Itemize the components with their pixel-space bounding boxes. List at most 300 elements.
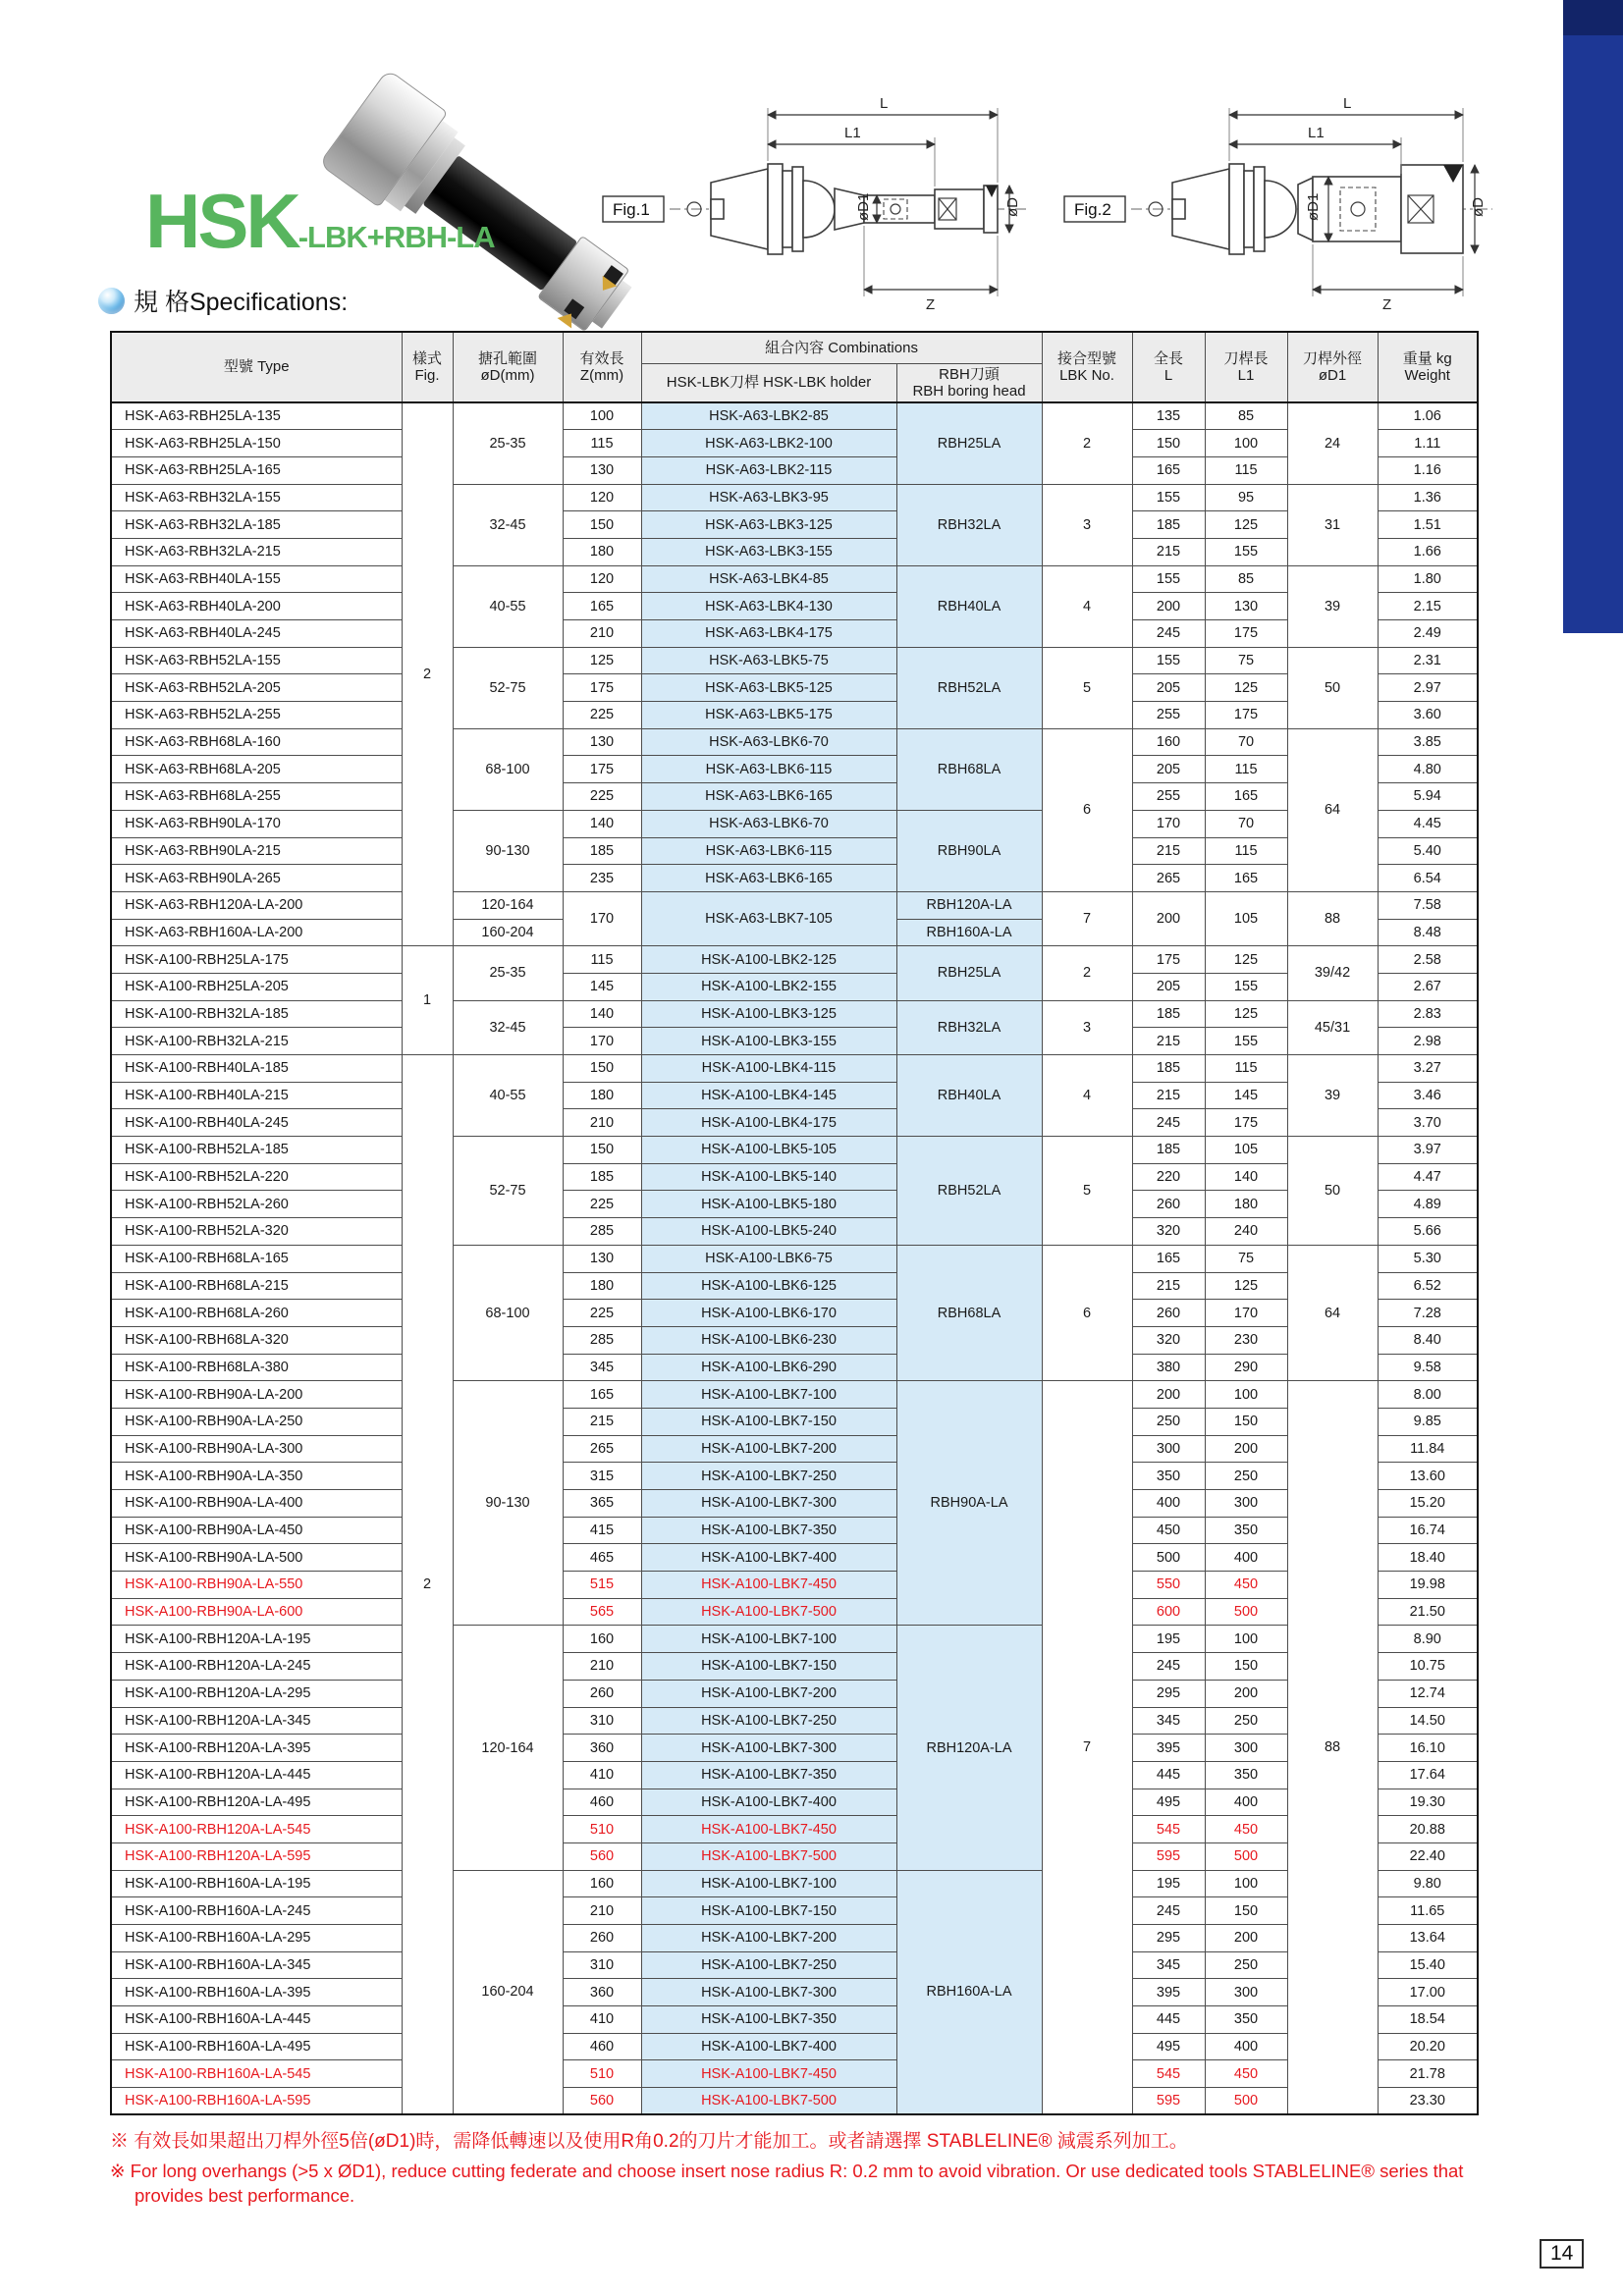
cell-head: RBH90LA [896, 810, 1042, 891]
cell-type: HSK-A100-RBH52LA-320 [111, 1218, 402, 1246]
cell-z: 460 [563, 2033, 641, 2060]
cell-z: 175 [563, 756, 641, 783]
cell-dia: 90-130 [453, 810, 563, 891]
cell-L1: 130 [1205, 593, 1287, 620]
cell-z: 150 [563, 1137, 641, 1164]
cell-type: HSK-A63-RBH25LA-165 [111, 456, 402, 484]
cell-type: HSK-A100-RBH120A-LA-495 [111, 1789, 402, 1816]
cell-L1: 200 [1205, 1435, 1287, 1463]
cell-head: RBH52LA [896, 647, 1042, 728]
cell-type: HSK-A100-RBH120A-LA-195 [111, 1626, 402, 1653]
spec-table-body [111, 402, 1478, 2114]
cell-L: 175 [1132, 946, 1205, 974]
cell-type: HSK-A100-RBH90A-LA-600 [111, 1598, 402, 1626]
col-header-dia [453, 332, 563, 402]
table-row [111, 1951, 1478, 1979]
specifications-label: 規 格Specifications: [134, 289, 349, 316]
cell-L1: 125 [1205, 1000, 1287, 1028]
cell-L: 300 [1132, 1435, 1205, 1463]
col-header-weight-zh: 重量 kg [1402, 349, 1452, 367]
cell-z: 170 [563, 891, 641, 945]
cell-head: RBH160A-LA [896, 1870, 1042, 2114]
cell-z: 160 [563, 1626, 641, 1653]
cell-head: RBH25LA [896, 402, 1042, 484]
cell-L: 195 [1132, 1626, 1205, 1653]
cell-z: 360 [563, 1979, 641, 2006]
cell-z: 310 [563, 1707, 641, 1735]
col-header-lbk [1042, 332, 1132, 402]
cell-type: HSK-A63-RBH90LA-215 [111, 837, 402, 865]
cell-dia: 25-35 [453, 946, 563, 1000]
cell-wt: 12.74 [1378, 1680, 1478, 1707]
cell-L: 295 [1132, 1680, 1205, 1707]
cell-z: 225 [563, 1300, 641, 1327]
cell-L1: 400 [1205, 1789, 1287, 1816]
cell-L1: 140 [1205, 1163, 1287, 1191]
col-header-type: 型號 Type [111, 332, 402, 402]
cell-wt: 7.28 [1378, 1300, 1478, 1327]
table-row [111, 1245, 1478, 1272]
table-row [111, 2060, 1478, 2088]
cell-L1: 155 [1205, 1028, 1287, 1055]
cell-type: HSK-A100-RBH90A-LA-450 [111, 1517, 402, 1544]
cell-type: HSK-A100-RBH120A-LA-395 [111, 1735, 402, 1762]
col-header-L-en: L [1163, 367, 1173, 384]
cell-L1: 200 [1205, 1925, 1287, 1952]
table-row [111, 702, 1478, 729]
cell-dia: 90-130 [453, 1381, 563, 1626]
table-row [111, 1408, 1478, 1435]
cell-holder: HSK-A100-LBK2-125 [641, 946, 896, 974]
cell-holder: HSK-A100-LBK6-230 [641, 1326, 896, 1354]
cell-L: 500 [1132, 1544, 1205, 1572]
col-header-d1-en: øD1 [1318, 367, 1347, 384]
cell-L1: 450 [1205, 1816, 1287, 1843]
table-row [111, 430, 1478, 457]
dim-L1-label: L1 [844, 125, 861, 141]
cell-type: HSK-A63-RBH32LA-185 [111, 511, 402, 539]
cell-wt: 5.66 [1378, 1218, 1478, 1246]
cell-L: 195 [1132, 1870, 1205, 1897]
cell-z: 130 [563, 456, 641, 484]
dim-d-label: øD [1470, 197, 1487, 217]
right-navy-band [1563, 0, 1623, 633]
cell-wt: 3.46 [1378, 1082, 1478, 1109]
cell-L1: 125 [1205, 946, 1287, 974]
cell-wt: 1.06 [1378, 402, 1478, 430]
footnotes [110, 2126, 1504, 2209]
cell-dia: 160-204 [453, 1870, 563, 2114]
cell-L1: 85 [1205, 402, 1287, 430]
cell-L: 220 [1132, 1163, 1205, 1191]
table-row [111, 1761, 1478, 1789]
cell-z: 215 [563, 1408, 641, 1435]
cell-L: 345 [1132, 1707, 1205, 1735]
cell-wt: 15.40 [1378, 1951, 1478, 1979]
cell-holder: HSK-A100-LBK7-300 [641, 1979, 896, 2006]
table-row [111, 1000, 1478, 1028]
cell-type: HSK-A100-RBH120A-LA-345 [111, 1707, 402, 1735]
cell-holder: HSK-A100-LBK7-450 [641, 1572, 896, 1599]
cell-L1: 150 [1205, 1408, 1287, 1435]
cell-holder: HSK-A63-LBK6-165 [641, 783, 896, 811]
cell-wt: 22.40 [1378, 1842, 1478, 1870]
dim-d1-label: øD1 [855, 192, 872, 221]
cell-L: 155 [1132, 647, 1205, 674]
cell-z: 165 [563, 593, 641, 620]
dim-L-label: L [1343, 95, 1352, 112]
cell-L1: 115 [1205, 456, 1287, 484]
cell-L: 185 [1132, 1137, 1205, 1164]
cell-wt: 1.51 [1378, 511, 1478, 539]
cell-type: HSK-A100-RBH120A-LA-295 [111, 1680, 402, 1707]
cell-holder: HSK-A100-LBK7-400 [641, 1789, 896, 1816]
cell-L: 170 [1132, 810, 1205, 837]
cell-lbk: 5 [1042, 647, 1132, 728]
cell-fig: 2 [402, 1055, 453, 2115]
table-row [111, 1109, 1478, 1137]
cell-type: HSK-A100-RBH90A-LA-500 [111, 1544, 402, 1572]
cell-L: 160 [1132, 728, 1205, 756]
cell-L: 185 [1132, 511, 1205, 539]
cell-L: 545 [1132, 1816, 1205, 1843]
cell-L1: 165 [1205, 783, 1287, 811]
table-row [111, 2088, 1478, 2115]
table-row [111, 484, 1478, 511]
table-row [111, 647, 1478, 674]
cell-L: 545 [1132, 2060, 1205, 2088]
col-header-d1-zh: 刀桿外徑 [1303, 349, 1363, 367]
table-row [111, 1191, 1478, 1218]
table-row [111, 1870, 1478, 1897]
cell-d1: 50 [1287, 647, 1378, 728]
cell-L1: 350 [1205, 1517, 1287, 1544]
cell-type: HSK-A100-RBH32LA-185 [111, 1000, 402, 1028]
table-row [111, 1137, 1478, 1164]
cell-z: 260 [563, 1925, 641, 1952]
brand-main: HSK [145, 178, 298, 264]
cell-dia: 40-55 [453, 1055, 563, 1137]
cell-L1: 250 [1205, 1463, 1287, 1490]
cell-type: HSK-A100-RBH68LA-380 [111, 1354, 402, 1381]
cell-type: HSK-A63-RBH40LA-155 [111, 565, 402, 593]
table-row [111, 1272, 1478, 1300]
cell-dia: 52-75 [453, 647, 563, 728]
cell-holder: HSK-A100-LBK5-105 [641, 1137, 896, 1164]
cell-L: 200 [1132, 1381, 1205, 1409]
cell-L1: 450 [1205, 2060, 1287, 2088]
cell-L: 245 [1132, 1653, 1205, 1681]
col-header-fig-en: Fig. [414, 367, 440, 384]
cell-z: 465 [563, 1544, 641, 1572]
cell-type: HSK-A100-RBH25LA-175 [111, 946, 402, 974]
col-header-z-zh: 有效長 [579, 349, 624, 367]
cell-z: 210 [563, 1897, 641, 1925]
cell-holder: HSK-A63-LBK6-165 [641, 865, 896, 892]
cell-L: 245 [1132, 1109, 1205, 1137]
cell-lbk: 5 [1042, 1137, 1132, 1246]
cell-type: HSK-A63-RBH40LA-245 [111, 620, 402, 648]
table-row [111, 1055, 1478, 1083]
cell-z: 510 [563, 1816, 641, 1843]
cell-L: 205 [1132, 756, 1205, 783]
cell-wt: 9.85 [1378, 1408, 1478, 1435]
cell-L1: 175 [1205, 620, 1287, 648]
cell-L: 380 [1132, 1354, 1205, 1381]
specifications-title [98, 283, 348, 318]
cell-L1: 75 [1205, 647, 1287, 674]
cell-holder: HSK-A63-LBK3-125 [641, 511, 896, 539]
cell-holder: HSK-A63-LBK2-115 [641, 456, 896, 484]
cell-d1: 88 [1287, 1381, 1378, 2115]
dim-d-label: øD [1004, 197, 1021, 217]
table-row [111, 1979, 1478, 2006]
dim-Z-label: Z [926, 296, 936, 313]
cell-head: RBH25LA [896, 946, 1042, 1000]
cell-wt: 9.80 [1378, 1870, 1478, 1897]
cell-head: RBH120A-LA [896, 891, 1042, 919]
table-row [111, 1381, 1478, 1409]
cell-holder: HSK-A100-LBK7-200 [641, 1680, 896, 1707]
cell-type: HSK-A100-RBH160A-LA-395 [111, 1979, 402, 2006]
cell-wt: 8.00 [1378, 1381, 1478, 1409]
cell-holder: HSK-A100-LBK6-125 [641, 1272, 896, 1300]
col-header-L1 [1205, 332, 1287, 402]
cell-type: HSK-A63-RBH52LA-255 [111, 702, 402, 729]
cell-type: HSK-A100-RBH90A-LA-350 [111, 1463, 402, 1490]
col-header-z-en: Z(mm) [579, 367, 624, 384]
table-row [111, 865, 1478, 892]
cell-wt: 3.60 [1378, 702, 1478, 729]
cell-L: 445 [1132, 1761, 1205, 1789]
cell-holder: HSK-A100-LBK7-150 [641, 1653, 896, 1681]
cell-z: 140 [563, 1000, 641, 1028]
dim-d1-label: øD1 [1305, 192, 1322, 221]
cell-holder: HSK-A100-LBK7-350 [641, 1517, 896, 1544]
table-row [111, 1490, 1478, 1518]
cell-wt: 19.30 [1378, 1789, 1478, 1816]
cell-lbk: 2 [1042, 402, 1132, 484]
cell-holder: HSK-A100-LBK5-180 [641, 1191, 896, 1218]
cell-wt: 4.45 [1378, 810, 1478, 837]
cell-wt: 20.20 [1378, 2033, 1478, 2060]
cell-head: RBH160A-LA [896, 919, 1042, 946]
cell-L1: 95 [1205, 484, 1287, 511]
spec-table-header [111, 332, 1478, 402]
cell-z: 120 [563, 565, 641, 593]
cell-holder: HSK-A63-LBK2-85 [641, 402, 896, 430]
cell-holder: HSK-A100-LBK7-350 [641, 2006, 896, 2034]
cell-z: 285 [563, 1218, 641, 1246]
table-row [111, 565, 1478, 593]
cell-L: 550 [1132, 1572, 1205, 1599]
cell-L: 595 [1132, 2088, 1205, 2115]
cell-fig: 2 [402, 402, 453, 946]
cell-L1: 350 [1205, 1761, 1287, 1789]
cell-L: 350 [1132, 1463, 1205, 1490]
cell-z: 415 [563, 1517, 641, 1544]
cell-z: 460 [563, 1789, 641, 1816]
footnote-zh: ※ 有效長如果超出刀桿外徑5倍(øD1)時，需降低轉速以及使用R角0.2的刀片才能加工。或者請選擇 STABLELINE® 減震系列加工。 [110, 2131, 1188, 2152]
cell-z: 225 [563, 1191, 641, 1218]
col-header-fig-zh: 樣式 [411, 349, 442, 367]
cell-type: HSK-A63-RBH120A-LA-200 [111, 891, 402, 919]
cell-L: 255 [1132, 702, 1205, 729]
cell-z: 150 [563, 511, 641, 539]
cell-L1: 300 [1205, 1490, 1287, 1518]
cell-z: 125 [563, 647, 641, 674]
cell-L: 150 [1132, 430, 1205, 457]
cell-d1: 39 [1287, 1055, 1378, 1137]
table-row [111, 1463, 1478, 1490]
cell-head: RBH40LA [896, 1055, 1042, 1137]
cell-L1: 155 [1205, 973, 1287, 1000]
cell-holder: HSK-A100-LBK7-400 [641, 2033, 896, 2060]
cell-z: 120 [563, 484, 641, 511]
cell-d1: 50 [1287, 1137, 1378, 1246]
cell-L1: 75 [1205, 1245, 1287, 1272]
cell-wt: 8.48 [1378, 919, 1478, 946]
cell-type: HSK-A100-RBH160A-LA-345 [111, 1951, 402, 1979]
cell-L: 265 [1132, 865, 1205, 892]
cell-L1: 165 [1205, 865, 1287, 892]
cell-z: 345 [563, 1354, 641, 1381]
cell-d1: 88 [1287, 891, 1378, 945]
cell-L: 395 [1132, 1979, 1205, 2006]
cell-wt: 3.97 [1378, 1137, 1478, 1164]
cell-L: 155 [1132, 484, 1205, 511]
cell-type: HSK-A100-RBH68LA-165 [111, 1245, 402, 1272]
cell-wt: 2.83 [1378, 1000, 1478, 1028]
cell-holder: HSK-A100-LBK7-350 [641, 1761, 896, 1789]
cell-wt: 3.85 [1378, 728, 1478, 756]
cell-holder: HSK-A100-LBK5-140 [641, 1163, 896, 1191]
cell-head: RBH120A-LA [896, 1626, 1042, 1870]
col-header-fig [402, 332, 453, 402]
cell-holder: HSK-A100-LBK7-200 [641, 1925, 896, 1952]
cell-L: 345 [1132, 1951, 1205, 1979]
cell-type: HSK-A63-RBH68LA-160 [111, 728, 402, 756]
cell-L: 250 [1132, 1408, 1205, 1435]
table-row [111, 1544, 1478, 1572]
cell-type: HSK-A100-RBH25LA-205 [111, 973, 402, 1000]
cell-L: 185 [1132, 1000, 1205, 1028]
cell-z: 560 [563, 2088, 641, 2115]
cell-z: 165 [563, 1381, 641, 1409]
dim-Z-label: Z [1382, 296, 1392, 313]
cell-z: 410 [563, 2006, 641, 2034]
cell-L1: 115 [1205, 756, 1287, 783]
cell-holder: HSK-A100-LBK7-300 [641, 1735, 896, 1762]
cell-L: 200 [1132, 593, 1205, 620]
cell-holder: HSK-A100-LBK7-500 [641, 1842, 896, 1870]
cell-wt: 1.66 [1378, 538, 1478, 565]
cell-z: 560 [563, 1842, 641, 1870]
cell-z: 185 [563, 837, 641, 865]
table-row [111, 593, 1478, 620]
cell-type: HSK-A63-RBH52LA-155 [111, 647, 402, 674]
cell-L: 295 [1132, 1925, 1205, 1952]
cell-z: 130 [563, 1245, 641, 1272]
cell-holder: HSK-A63-LBK7-105 [641, 891, 896, 945]
table-row [111, 1028, 1478, 1055]
table-row [111, 1218, 1478, 1246]
cell-holder: HSK-A63-LBK5-125 [641, 674, 896, 702]
table-row [111, 1082, 1478, 1109]
col-header-combinations: 組合內容 Combinations [641, 332, 1042, 363]
table-row [111, 1653, 1478, 1681]
cell-wt: 4.80 [1378, 756, 1478, 783]
cell-z: 115 [563, 430, 641, 457]
cell-z: 510 [563, 2060, 641, 2088]
cell-type: HSK-A100-RBH90A-LA-400 [111, 1490, 402, 1518]
cell-L1: 500 [1205, 1842, 1287, 1870]
cell-type: HSK-A63-RBH40LA-200 [111, 593, 402, 620]
cell-z: 565 [563, 1598, 641, 1626]
cell-holder: HSK-A100-LBK7-100 [641, 1381, 896, 1409]
cell-wt: 15.20 [1378, 1490, 1478, 1518]
cell-L1: 350 [1205, 2006, 1287, 2034]
cell-dia: 120-164 [453, 1626, 563, 1870]
cell-L1: 115 [1205, 1055, 1287, 1083]
cell-L: 245 [1132, 1897, 1205, 1925]
cell-wt: 17.00 [1378, 1979, 1478, 2006]
table-row [111, 756, 1478, 783]
table-row [111, 1517, 1478, 1544]
cell-wt: 23.30 [1378, 2088, 1478, 2115]
cell-wt: 4.47 [1378, 1163, 1478, 1191]
table-row [111, 1626, 1478, 1653]
cell-L: 320 [1132, 1326, 1205, 1354]
table-row [111, 511, 1478, 539]
cell-wt: 20.88 [1378, 1816, 1478, 1843]
cell-holder: HSK-A63-LBK4-175 [641, 620, 896, 648]
table-row [111, 674, 1478, 702]
cell-z: 235 [563, 865, 641, 892]
cell-z: 210 [563, 1653, 641, 1681]
cell-z: 210 [563, 1109, 641, 1137]
table-row [111, 728, 1478, 756]
col-header-z [563, 332, 641, 402]
cell-head: RBH32LA [896, 1000, 1042, 1054]
cell-holder: HSK-A63-LBK5-75 [641, 647, 896, 674]
col-header-L1-en: L1 [1237, 367, 1255, 384]
cell-holder: HSK-A100-LBK7-500 [641, 1598, 896, 1626]
cell-L1: 100 [1205, 1870, 1287, 1897]
dim-L1-label: L1 [1308, 125, 1325, 141]
cell-type: HSK-A100-RBH160A-LA-245 [111, 1897, 402, 1925]
figure-1-drawing [601, 71, 1038, 318]
cell-L: 215 [1132, 1028, 1205, 1055]
cell-holder: HSK-A100-LBK7-400 [641, 1544, 896, 1572]
cell-wt: 11.65 [1378, 1897, 1478, 1925]
cell-wt: 3.70 [1378, 1109, 1478, 1137]
table-row [111, 456, 1478, 484]
cell-z: 225 [563, 783, 641, 811]
col-header-weight [1378, 332, 1478, 402]
cell-type: HSK-A63-RBH25LA-150 [111, 430, 402, 457]
col-header-dia-en: øD(mm) [480, 367, 535, 384]
cell-head: RBH40LA [896, 565, 1042, 647]
table-row [111, 620, 1478, 648]
cell-d1: 64 [1287, 1245, 1378, 1380]
cell-holder: HSK-A63-LBK3-95 [641, 484, 896, 511]
cell-wt: 2.67 [1378, 973, 1478, 1000]
cell-wt: 1.16 [1378, 456, 1478, 484]
cell-holder: HSK-A63-LBK6-70 [641, 810, 896, 837]
cell-L1: 290 [1205, 1354, 1287, 1381]
cell-z: 360 [563, 1735, 641, 1762]
